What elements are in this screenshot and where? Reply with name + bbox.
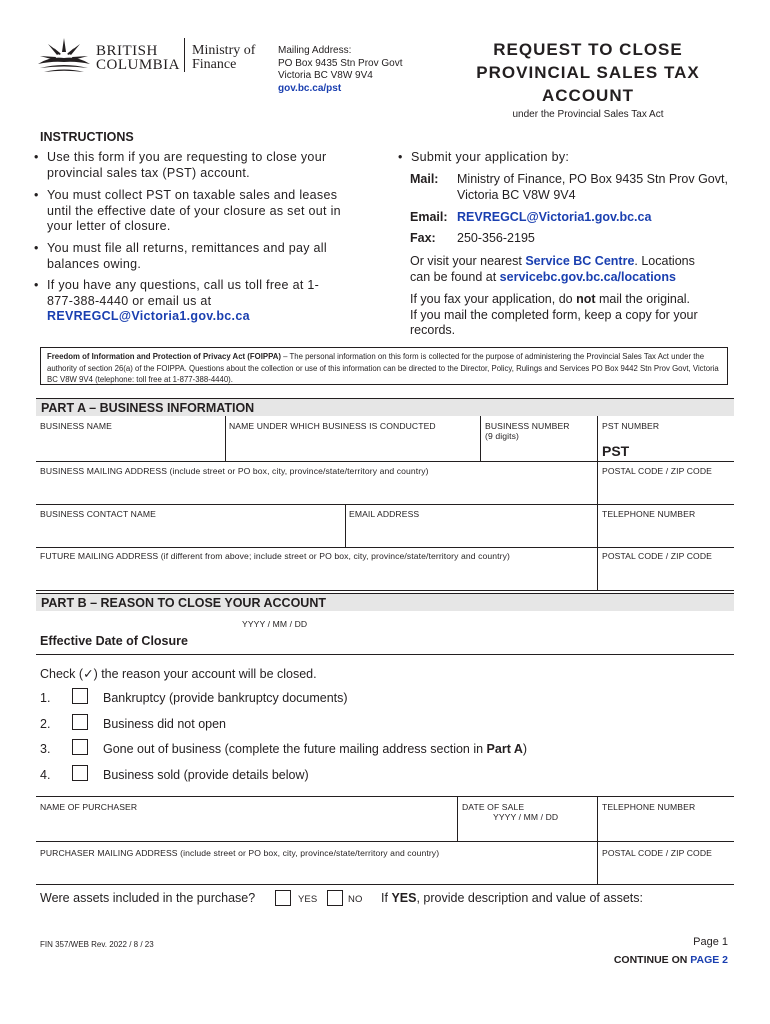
contact-name-field[interactable] bbox=[38, 521, 342, 545]
part-b-heading bbox=[36, 593, 734, 611]
grid-line bbox=[36, 796, 734, 797]
bullet-dot: • bbox=[34, 278, 39, 292]
continue-pre: CONTINUE ON bbox=[613, 954, 688, 966]
reason3-text: Gone out of business (complete the future mailing address section in bbox=[103, 742, 487, 756]
foippa-notice bbox=[40, 347, 728, 385]
purchaser-telephone-field[interactable] bbox=[600, 814, 732, 839]
bullet-text bbox=[34, 278, 334, 325]
reason-not-open-checkbox[interactable] bbox=[72, 714, 88, 730]
logo-line1: BRITISH bbox=[96, 43, 158, 59]
mailing-label: Mailing Address: bbox=[278, 45, 352, 56]
submit-intro bbox=[398, 150, 728, 166]
instruction-bullet-2 bbox=[34, 188, 354, 235]
mail-line2: Victoria BC V8W 9V4 bbox=[457, 187, 576, 202]
fax-value: 250-356-2195 bbox=[457, 231, 535, 245]
logo-line2: COLUMBIA bbox=[96, 57, 181, 73]
page-number: Page 1 bbox=[693, 936, 728, 948]
submit-intro-text: Submit your application by: bbox=[411, 150, 570, 164]
reason-sold-checkbox[interactable] bbox=[72, 765, 88, 781]
visit-text bbox=[410, 254, 730, 285]
business-name-field[interactable] bbox=[38, 432, 222, 458]
grid-line bbox=[36, 461, 734, 462]
visit-post: . Locations bbox=[634, 254, 695, 268]
bullet-dot: • bbox=[398, 150, 403, 164]
if-post: , provide description and value of assets: bbox=[416, 891, 643, 905]
date-format-label: YYYY / MM / DD bbox=[242, 619, 308, 629]
website-link[interactable]: gov.bc.ca/pst bbox=[278, 82, 342, 94]
purchaser-postal-label: POSTAL CODE / ZIP CODE bbox=[602, 848, 712, 858]
instruction-bullet-1 bbox=[34, 150, 354, 181]
reason-bankruptcy-checkbox[interactable] bbox=[72, 688, 88, 704]
visit-line2-pre: can be found at bbox=[410, 269, 497, 284]
form-id: FIN 357/WEB Rev. 2022 / 8 / 23 bbox=[40, 940, 154, 949]
continue-link[interactable] bbox=[560, 954, 728, 966]
reason-bankruptcy-label: Bankruptcy (provide bankruptcy documents) bbox=[103, 691, 348, 705]
email-address-label: EMAIL ADDRESS bbox=[349, 509, 420, 519]
instructions-heading: INSTRUCTIONS bbox=[40, 130, 134, 144]
reason-out-of-business-label bbox=[103, 742, 527, 756]
date-of-sale-format: YYYY / MM / DD bbox=[493, 812, 559, 822]
postal-code-label: POSTAL CODE / ZIP CODE bbox=[602, 466, 712, 476]
grid-line bbox=[480, 416, 481, 461]
mailing-address bbox=[278, 45, 403, 95]
check-instruction bbox=[40, 666, 317, 681]
form-subtitle: under the Provincial Sales Tax Act bbox=[512, 109, 664, 120]
title-line3: ACCOUNT bbox=[542, 86, 634, 105]
part-a-heading bbox=[36, 398, 734, 416]
date-of-sale-field[interactable] bbox=[460, 822, 595, 839]
checkmark-icon: ✓ bbox=[83, 667, 94, 681]
postal-code2-label: POSTAL CODE / ZIP CODE bbox=[602, 551, 712, 561]
reason3-bold: Part A bbox=[486, 742, 523, 756]
reason-num: 1. bbox=[40, 691, 51, 705]
check-post: ) the reason your account will be closed. bbox=[93, 667, 317, 681]
if-pre: If bbox=[381, 891, 388, 905]
bullet-text: You must file all returns, remittances and pay all balances owing. bbox=[47, 241, 327, 271]
check-pre: Check ( bbox=[40, 667, 84, 681]
fax-note-line2: If you mail the completed form, keep a copy for your bbox=[410, 307, 698, 322]
assets-no-checkbox[interactable] bbox=[327, 890, 343, 906]
assets-no-label: NO bbox=[348, 894, 363, 905]
reason-sold-label: Business sold (provide details below) bbox=[103, 768, 309, 782]
instruction-bullet-4 bbox=[34, 278, 334, 325]
pst-prefix: PST bbox=[602, 443, 630, 459]
fax-note-line3: records. bbox=[410, 323, 456, 337]
grid-line bbox=[345, 504, 346, 547]
grid-line bbox=[457, 796, 458, 841]
fax-note-pre: If you fax your application, do bbox=[410, 292, 573, 306]
name-conducted-field[interactable] bbox=[228, 432, 478, 458]
purchaser-name-field[interactable] bbox=[38, 814, 454, 839]
bullet-dot: • bbox=[34, 150, 39, 164]
assets-yes-checkbox[interactable] bbox=[275, 890, 291, 906]
business-number-sub: (9 digits) bbox=[485, 431, 519, 441]
purchaser-address-label: PURCHASER MAILING ADDRESS (include street or PO box, city, province/state/territory and country) bbox=[40, 848, 440, 858]
help-email-link[interactable]: REVREGCL@Victoria1.gov.bc.ca bbox=[47, 309, 250, 323]
title-line1: REQUEST TO CLOSE bbox=[493, 40, 683, 59]
bullet4-text: If you have any questions, call us toll free at 1-877-388-4440 or email us at bbox=[47, 278, 320, 308]
telephone-field[interactable] bbox=[600, 521, 732, 545]
foippa-text: – The personal information on this form is collected for the purpose of administering the Provincial Sales Tax Act under the authority of section 26(a) of the FOIPPA. Questions about the collection or use of this information can be directed to the Director, Policy, Rulings and Services PO Box 9442 Stn Prov Govt, Victoria BC V8W 9V4 (telephone: toll free at 1-877-388-4440). bbox=[47, 352, 719, 384]
reason-num: 3. bbox=[40, 742, 51, 756]
contact-name-label: BUSINESS CONTACT NAME bbox=[40, 509, 156, 519]
date-of-sale-label: DATE OF SALE bbox=[462, 802, 525, 812]
title-line2: PROVINCIAL SALES TAX bbox=[476, 63, 700, 82]
grid-line bbox=[36, 590, 734, 591]
name-conducted-label: NAME UNDER WHICH BUSINESS IS CONDUCTED bbox=[229, 421, 436, 431]
foippa-bold: Freedom of Information and Protection of Privacy Act (FOIPPA) bbox=[47, 352, 281, 361]
bullet-dot: • bbox=[34, 188, 39, 202]
bullet-text: You must collect PST on taxable sales and leases until the effective date of your closure as set out in your letter of closure. bbox=[47, 188, 341, 233]
purchaser-telephone-label: TELEPHONE NUMBER bbox=[602, 802, 696, 812]
assets-yes-label: YES bbox=[298, 894, 318, 905]
pst-number-field[interactable] bbox=[636, 440, 732, 459]
fax-note-post: mail the original. bbox=[599, 292, 691, 306]
visit-pre: Or visit your nearest bbox=[410, 254, 522, 268]
mail-value bbox=[457, 172, 732, 203]
if-bold: YES bbox=[391, 891, 417, 905]
ministry-line1: Ministry of bbox=[192, 43, 256, 58]
grid-line bbox=[225, 416, 226, 461]
mailing-line2: Victoria BC V8W 9V4 bbox=[278, 70, 373, 81]
business-number-field[interactable] bbox=[483, 444, 595, 459]
grid-line bbox=[36, 884, 734, 885]
email-label: Email: bbox=[410, 210, 448, 224]
service-bc-link[interactable]: Service BC Centre bbox=[525, 254, 635, 268]
mail-line1: Ministry of Finance, PO Box 9435 Stn Prov Govt, bbox=[457, 172, 728, 186]
fax-label: Fax: bbox=[410, 231, 436, 245]
future-address-field[interactable] bbox=[38, 563, 594, 588]
telephone-label: TELEPHONE NUMBER bbox=[602, 509, 696, 519]
mailing-address-field[interactable] bbox=[38, 478, 594, 502]
ministry-line2: Finance bbox=[192, 57, 237, 72]
postal-code2-field[interactable] bbox=[600, 563, 732, 588]
business-name-label: BUSINESS NAME bbox=[40, 421, 112, 431]
grid-line bbox=[597, 416, 598, 590]
fax-note-bold: not bbox=[576, 292, 596, 306]
locations-link[interactable]: servicebc.gov.bc.ca/locations bbox=[499, 269, 676, 284]
grid-line bbox=[36, 841, 734, 842]
pst-number-label: PST NUMBER bbox=[602, 421, 660, 431]
effective-date-label: Effective Date of Closure bbox=[40, 634, 188, 648]
business-number-text: BUSINESS NUMBER bbox=[485, 421, 570, 431]
bullet-text: Use this form if you are requesting to close your provincial sales tax (PST) account. bbox=[47, 150, 327, 180]
postal-code-field[interactable] bbox=[600, 478, 732, 502]
mailing-line1: PO Box 9435 Stn Prov Govt bbox=[278, 57, 403, 69]
instruction-bullet-3 bbox=[34, 241, 354, 272]
assets-question: Were assets included in the purchase? bbox=[40, 891, 256, 905]
reason-num: 4. bbox=[40, 768, 51, 782]
effective-date-field[interactable] bbox=[200, 630, 350, 652]
mail-label: Mail: bbox=[410, 172, 439, 186]
grid-line bbox=[36, 654, 734, 655]
purchaser-postal-field[interactable] bbox=[600, 860, 732, 882]
purchaser-address-field[interactable] bbox=[38, 860, 594, 882]
future-address-label: FUTURE MAILING ADDRESS (if different from above; include street or PO box, city, province/state/territory and country) bbox=[40, 551, 510, 561]
continue-page-link[interactable]: PAGE 2 bbox=[690, 954, 728, 966]
assets-if-yes bbox=[381, 891, 643, 905]
sun-logo-icon bbox=[36, 34, 92, 74]
business-number-label bbox=[485, 421, 570, 441]
grid-line bbox=[36, 547, 734, 548]
logo-divider bbox=[184, 38, 185, 72]
submit-email-link[interactable]: REVREGCL@Victoria1.gov.bc.ca bbox=[457, 210, 652, 224]
mailing-address-label: BUSINESS MAILING ADDRESS (include street or PO box, city, province/state/territory and country) bbox=[40, 466, 429, 476]
reason3-post: ) bbox=[522, 742, 528, 756]
bullet-dot: • bbox=[34, 241, 39, 255]
bc-logo bbox=[36, 34, 92, 74]
email-address-field[interactable] bbox=[348, 521, 594, 545]
part-a-title: PART A – BUSINESS INFORMATION bbox=[41, 401, 255, 415]
form-title bbox=[448, 38, 728, 107]
reason-num: 2. bbox=[40, 717, 51, 731]
grid-line bbox=[597, 796, 598, 884]
grid-line bbox=[36, 504, 734, 505]
reason-out-of-business-checkbox[interactable] bbox=[72, 739, 88, 755]
purchaser-name-label: NAME OF PURCHASER bbox=[40, 802, 138, 812]
part-b-title: PART B – REASON TO CLOSE YOUR ACCOUNT bbox=[41, 596, 326, 610]
fax-note bbox=[410, 292, 730, 339]
reason-not-open-label: Business did not open bbox=[103, 717, 227, 731]
